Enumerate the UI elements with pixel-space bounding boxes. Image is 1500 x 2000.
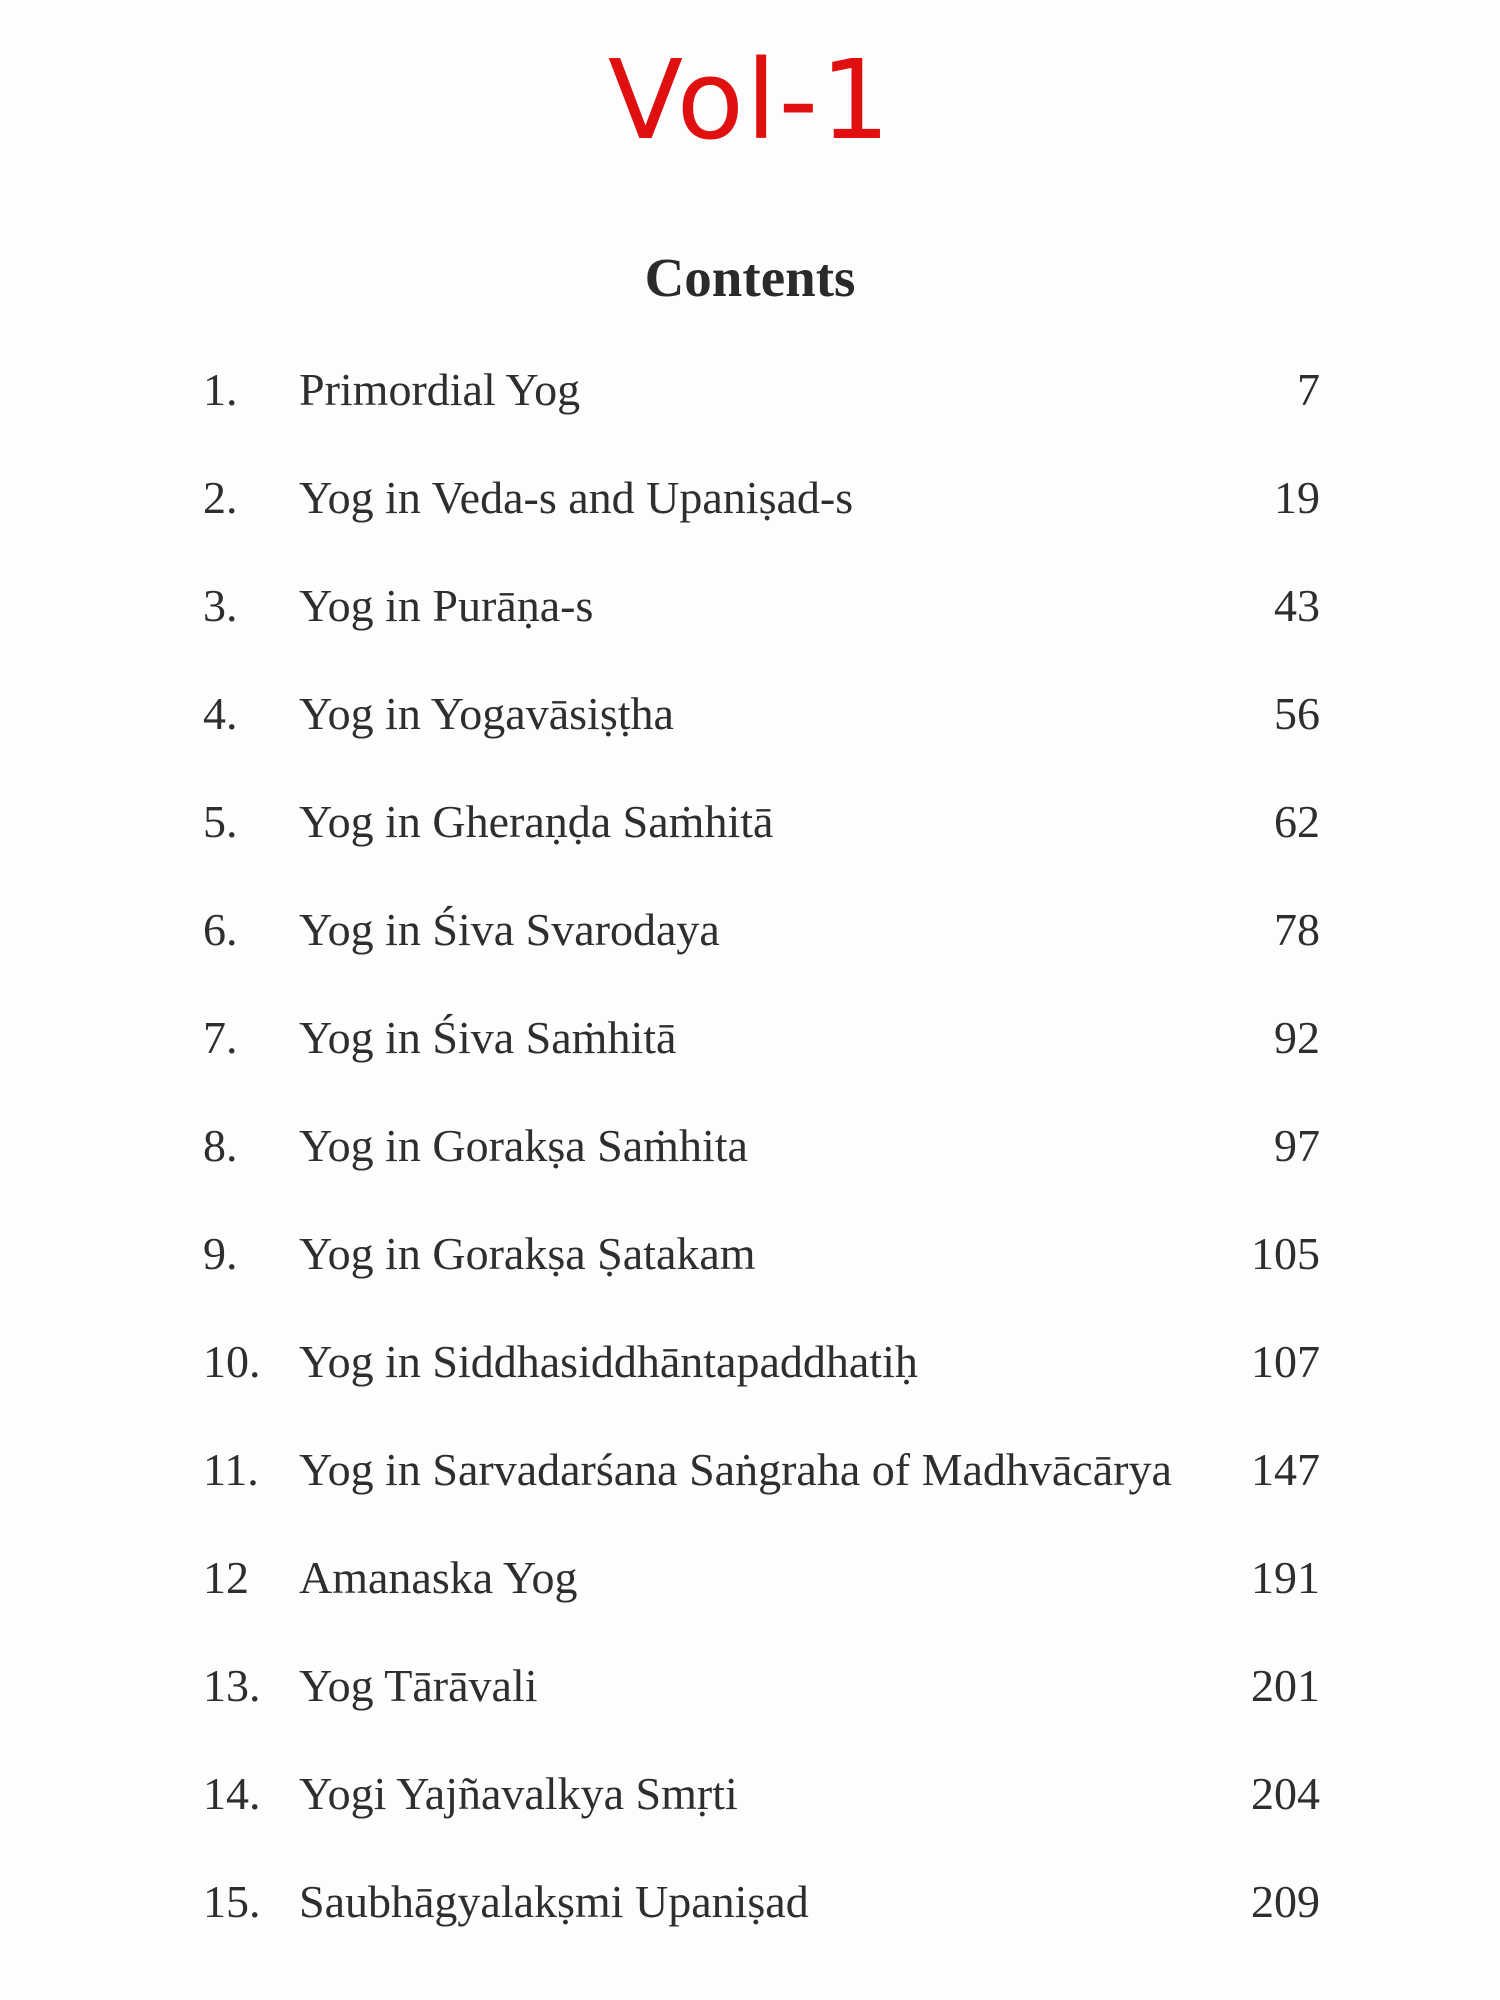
- toc-entry-page: 201: [1251, 1660, 1320, 1711]
- toc-entry-title: Amanaska Yog: [299, 1552, 578, 1603]
- toc-entry-page: 7: [1297, 364, 1320, 415]
- toc-entry-page: 147: [1251, 1444, 1320, 1495]
- toc-entry-number: 2.: [203, 472, 238, 523]
- toc-entry-title: Yog Tārāvali: [299, 1660, 538, 1711]
- toc-entry-page: 107: [1251, 1336, 1320, 1387]
- toc-entry: [0, 1224, 1500, 1284]
- toc-entry-number: 4.: [203, 688, 238, 739]
- toc-entry-number: 6.: [203, 904, 238, 955]
- toc-entry-title: Yog in Yogavāsiṣṭha: [299, 688, 674, 739]
- toc-entry-page: 204: [1251, 1768, 1320, 1819]
- toc-entry: [0, 900, 1500, 960]
- toc-entry-number: 8.: [203, 1120, 238, 1171]
- toc-entry-number: 13.: [203, 1660, 261, 1711]
- toc-entry: [0, 1332, 1500, 1392]
- toc-entry: [0, 1440, 1500, 1500]
- toc-entry-title: Saubhāgyalakṣmi Upaniṣad: [299, 1876, 809, 1927]
- toc-entry-title: Yog in Siddhasiddhāntapaddhatiḥ: [299, 1336, 918, 1387]
- toc-entry: [0, 1116, 1500, 1176]
- toc-entry-page: 56: [1274, 688, 1320, 739]
- toc-entry-title: Primordial Yog: [299, 364, 581, 415]
- toc-entry-title: Yog in Purāṇa-s: [299, 580, 594, 631]
- toc-entry: [0, 1872, 1500, 1932]
- toc-entry-title: Yog in Śiva Svarodaya: [299, 904, 720, 955]
- toc-entry-page: 92: [1274, 1012, 1320, 1063]
- toc-entry-title: Yog in Gorakṣa Saṁhita: [299, 1120, 748, 1171]
- toc-entry-title: Yog in Veda-s and Upaniṣad-s: [299, 472, 854, 523]
- toc-entry-number: 7.: [203, 1012, 238, 1063]
- toc-entry-page: 209: [1251, 1876, 1320, 1927]
- toc-entry: [0, 684, 1500, 744]
- toc-entry-page: 105: [1251, 1228, 1320, 1279]
- toc-entry-number: 15.: [203, 1876, 261, 1927]
- toc-entry: [0, 1656, 1500, 1716]
- volume-label: Vol-1: [607, 36, 893, 164]
- toc-entry: [0, 1764, 1500, 1824]
- toc-entry-title: Yog in Gorakṣa Ṣatakam: [299, 1228, 756, 1279]
- toc-entry: [0, 360, 1500, 420]
- toc-entry-page: 43: [1274, 580, 1320, 631]
- toc-entry-number: 14.: [203, 1768, 261, 1819]
- toc-entry-title: Yog in Gheraṇḍa Saṁhitā: [299, 796, 774, 847]
- toc-entry-number: 3.: [203, 580, 238, 631]
- toc-entry: [0, 1548, 1500, 1608]
- toc-entry: [0, 1008, 1500, 1068]
- toc-entry-number: 11.: [203, 1444, 259, 1495]
- toc-entry-title: Yogi Yajñavalkya Smṛti: [299, 1768, 738, 1819]
- toc-entry-number: 1.: [203, 364, 238, 415]
- toc-entry-title: Yog in Śiva Saṁhitā: [299, 1012, 677, 1063]
- toc-entry-page: 19: [1274, 472, 1320, 523]
- toc-entry-number: 12: [203, 1552, 249, 1603]
- toc-entry: [0, 468, 1500, 528]
- toc-entry-number: 9.: [203, 1228, 238, 1279]
- toc-entry: [0, 792, 1500, 852]
- toc-entry-page: 191: [1251, 1552, 1320, 1603]
- contents-heading: Contents: [644, 247, 856, 308]
- toc-entry-page: 97: [1274, 1120, 1320, 1171]
- toc-entry-title: Yog in Sarvadarśana Saṅgraha of Madhvācārya: [299, 1444, 1172, 1495]
- toc-entry-page: 62: [1274, 796, 1320, 847]
- toc-entry-number: 10.: [203, 1336, 261, 1387]
- toc-entry-number: 5.: [203, 796, 238, 847]
- toc-entry: [0, 576, 1500, 636]
- toc-entry-page: 78: [1274, 904, 1320, 955]
